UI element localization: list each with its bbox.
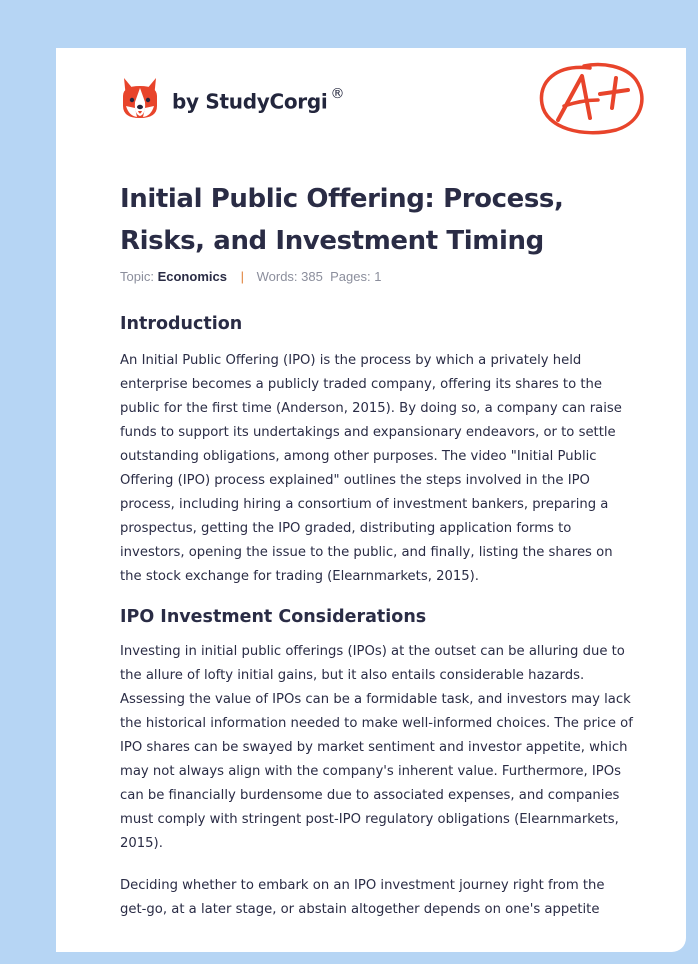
- pages-count: 1: [374, 269, 382, 284]
- brand-name[interactable]: [172, 85, 345, 114]
- section-heading-ipo-considerations: IPO Investment Considerations: [120, 607, 427, 627]
- section-heading-introduction: Introduction: [120, 314, 243, 334]
- corgi-logo-icon: [120, 76, 160, 120]
- brand-text: by StudyCorgi: [172, 89, 328, 114]
- meta-separator: |: [240, 269, 244, 284]
- words-count: 385: [301, 269, 323, 284]
- paragraph: Deciding whether to embark on an IPO investment journey right from the get-go, at a later stage, or abstain altogether depends on one's appetite: [120, 878, 605, 917]
- pages-label: Pages:: [330, 269, 371, 284]
- topic-link[interactable]: Economics: [157, 269, 227, 284]
- brand-header: [120, 76, 344, 120]
- grade-stamp-icon: [536, 60, 648, 140]
- topic-label: Topic:: [120, 269, 154, 284]
- document-body: [120, 312, 635, 922]
- paragraph: An Initial Public Offering (IPO) is the process by which a privately held enterprise becomes a publicly traded company, offering its shares to the public for the first time (Anderson, 2015). By doing so, a company can raise funds to support its undertakings and expansionary endeavors, or to settle outstanding obligations, among other purposes. The video "Initial Public Offering (IPO) process explained" outlines the steps involved in the IPO process, including hiring a consortium of investment bankers, preparing a prospectus, getting the IPO graded, distributing application forms to investors, opening the issue to the public, and finally, listing the shares on the stock exchange for trading (Elearnmarkets, 2015).: [120, 353, 622, 584]
- document-title: Initial Public Offering: Process, Risks, and Investment Timing: [120, 184, 564, 256]
- paragraph: Investing in initial public offerings (IPOs) at the outset can be alluring due to the allure of lofty initial gains, but it also entails considerable hazards. Assessing the value of IPOs can be a formidable task, and investors may lack the historical information needed to make well-informed choices. The price of IPO shares can be swayed by market sentiment and investor appetite, which may not always align with the company's inherent value. Furthermore, IPOs can be financially burdensome due to associated expenses, and companies must comply with stringent post-IPO regulatory obligations (Elearnmarkets, 2015).: [120, 644, 633, 851]
- words-label: Words:: [256, 269, 298, 284]
- registered-mark: ®: [330, 85, 345, 102]
- document-meta: [120, 269, 381, 284]
- document-page: [56, 48, 686, 952]
